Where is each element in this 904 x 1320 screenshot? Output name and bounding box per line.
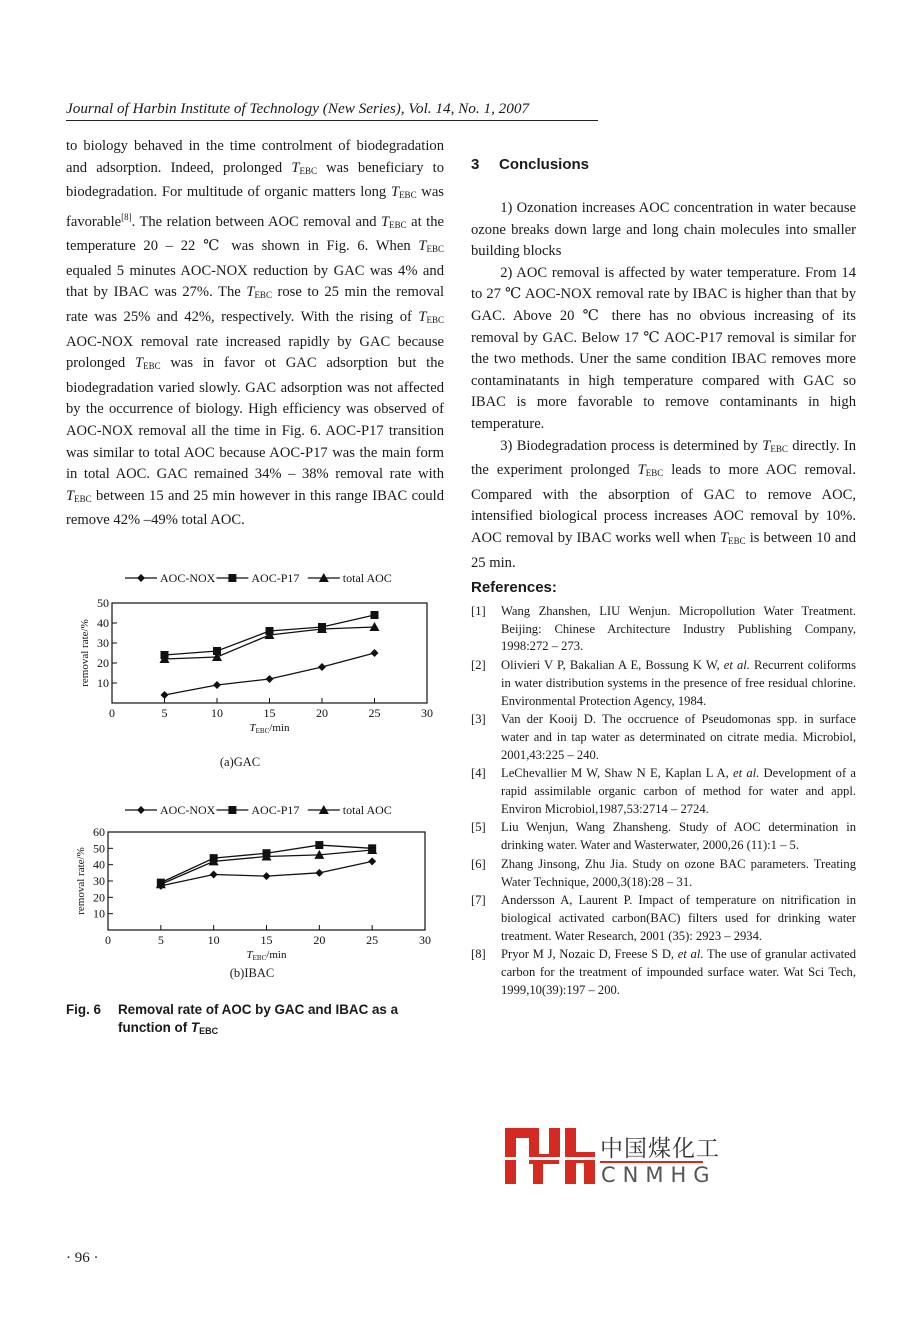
conclusions-text xyxy=(471,198,856,574)
svg-text:10: 10 xyxy=(211,706,223,720)
svg-text:0: 0 xyxy=(105,933,111,947)
svg-text:20: 20 xyxy=(316,706,328,720)
watermark-logo-icon xyxy=(505,1126,595,1188)
reference-item: [2] Olivieri V P, Bakalian A E, Bossung K W, et al. Recurrent coliforms in water distribution systems in the presence of free residual chlorine. Environmental Protection Agency, 1984. xyxy=(471,658,856,708)
svg-text:0: 0 xyxy=(109,706,115,720)
svg-text:TEBC/min: TEBC/min xyxy=(249,722,290,735)
svg-text:30: 30 xyxy=(93,874,105,888)
conclusion-item-3: 3) Biodegradation process is determined by $T_{EBC}$ directly. In the experiment prolonged $T_{EBC}$ leads to more AOC removal. Compared with the absorption of GAC to remove AOC, intensified biological process increases AOC removal by 10%. AOC removal by IBAC works well when $T_{EBC}$ is between 10 and 25 min. xyxy=(471,437,856,571)
svg-text:20: 20 xyxy=(97,656,109,670)
watermark-english-text: CNMHG xyxy=(601,1163,717,1187)
svg-text:30: 30 xyxy=(97,636,109,650)
svg-text:60: 60 xyxy=(93,825,105,839)
svg-text:10: 10 xyxy=(97,676,109,690)
running-header: Journal of Harbin Institute of Technology (New Series), Vol. 14, No. 1, 2007 xyxy=(66,100,530,117)
svg-text:10: 10 xyxy=(93,906,105,921)
figure-number: Fig. 6 xyxy=(66,1002,101,1017)
chart-b-ibac xyxy=(60,790,450,975)
svg-text:AOC-P17: AOC-P17 xyxy=(251,803,300,817)
svg-text:AOC-NOX: AOC-NOX xyxy=(160,571,216,585)
figure-caption: Fig. 6 Removal rate of AOC by GAC and IBAC as a function of $T_{EBC}$ xyxy=(66,1002,399,1036)
svg-text:20: 20 xyxy=(313,933,326,947)
svg-text:30: 30 xyxy=(421,706,433,720)
citation-8[interactable]: [8] xyxy=(121,211,132,222)
svg-text:10: 10 xyxy=(207,933,220,947)
svg-text:40: 40 xyxy=(97,616,109,630)
reference-item: [7] Andersson A, Laurent P. Impact of temperature on nitrification in biological activated carbon(BAC) filters used for drinking water treatment. Water Research, 2001 (35): 2923 – 2934. xyxy=(471,893,856,943)
svg-text:5: 5 xyxy=(161,706,168,720)
svg-text:removal rate/%: removal rate/% xyxy=(79,619,91,687)
chart-legend xyxy=(125,571,392,585)
chart-plot-area xyxy=(79,596,433,735)
section-heading-conclusions: 3 Conclusions xyxy=(471,156,590,173)
watermark-chinese-text: 中国煤化工 xyxy=(600,1136,720,1162)
svg-text:5: 5 xyxy=(157,933,164,947)
svg-text:25: 25 xyxy=(368,706,381,720)
svg-text:15: 15 xyxy=(260,933,273,947)
svg-text:total AOC: total AOC xyxy=(342,571,392,585)
reference-item: [4] LeChevallier M W, Shaw N E, Kaplan L A, et al. Development of a rapid assimilable organic carbon of method for water and appl. Environ Microbiol,1987,53:2714 – 2724. xyxy=(471,766,857,816)
header-rule xyxy=(66,120,598,121)
conclusion-item-2: 2) AOC removal is affected by water temperature. From 14 to 27 ℃ AOC-NOX removal rate by IBAC is higher than that by GAC. Above 20 ℃ there has no obvious increasing of its removal by GAC. Below 17 ℃ AOC-P17 removal is similar for the two methods. Uner the same condition IBAC removes more contaminatants in high temperature compared with GAC so IBAC is more favorable to remove contaminants in high temperature. xyxy=(471,264,856,432)
svg-text:removal rate/%: removal rate/% xyxy=(75,847,87,915)
svg-text:25: 25 xyxy=(366,933,379,947)
reference-item: [1] Wang Zhanshen, LIU Wenjun. Micropollution Water Treatment. Beijing: Chinese Architecture Industry Publishing Company, 1998:272 – 273. xyxy=(471,604,856,654)
body-paragraph: to biology behaved in the time controlment of biodegradation and adsorption. Indeed, prolonged $T_{EBC}$ was beneficiary to biodegradation. For multitude of organic matters long $T_{EBC}$ was favorable[8]. The relation between AOC removal and $T_{EBC}$ at the temperature 20 – 22 ℃ was shown in Fig. 6. When $T_{EBC}$ equaled 5 minutes AOC-NOX reduction by GAC was 4% and that by IBAC was 27%. The $T_{EBC}$ rose to 25 min the removal rate was 25% and 42%, respectively. With the rising of $T_{EBC}$ AOC-NOX removal rate increased rapidly by GAC because prolonged $T_{EBC}$ was in favor ot GAC adsorption but the biodegradation varied slowly. GAC adsorption was not affected by the occurrence of biology. High efficiency was observed of AOC-NOX removal all the time in Fig. 6. AOC-P17 transition was similar to total AOC because AOC-P17 was the main form in total AOC. GAC remained 34% – 38% removal rate with $T_{EBC}$ between 15 and 25 min however in this range IBAC could remove 42% –49% total AOC. xyxy=(66,138,444,529)
chart-a-gac xyxy=(60,565,450,765)
svg-text:40: 40 xyxy=(93,857,105,872)
svg-text:TEBC/min: TEBC/min xyxy=(246,949,287,962)
svg-text:50: 50 xyxy=(97,596,109,610)
svg-text:20: 20 xyxy=(93,890,105,905)
page-number: · 96 · xyxy=(66,1250,99,1266)
svg-text:50: 50 xyxy=(93,841,105,856)
left-column-text xyxy=(66,136,444,532)
reference-item: [8] Pryor M J, Nozaic D, Freese S D, et al. The use of granular activated carbon for the treatment of impounded surface water. Wat Sci Tech, 1999,10(39):197 – 200. xyxy=(471,947,857,997)
reference-item: [5] Liu Wenjun, Wang Zhansheng. Study of AOC determination in drinking water. Water and Wasterwater, 2000,26 (11):1 – 5. xyxy=(471,820,856,853)
reference-item: [3] Van der Kooij D. The occruence of Pseudomonas spp. in surface water and in tap water as determinated on citrate media. Microbiol, 2001,43:225 – 240. xyxy=(471,712,856,762)
references-list xyxy=(471,603,856,1000)
conclusion-item-1: 1) Ozonation increases AOC concentration in water because ozone breaks down large and long chain molecules into smaller building blocks xyxy=(471,200,856,260)
references-heading: References: xyxy=(471,579,557,596)
panel-b-label: (b)IBAC xyxy=(229,966,275,980)
svg-text:15: 15 xyxy=(263,706,276,720)
reference-item: [6] Zhang Jinsong, Zhu Jia. Study on ozone BAC parameters. Treating Water Technique, 2000,3(18):28 – 31. xyxy=(471,856,856,889)
svg-text:AOC-P17: AOC-P17 xyxy=(251,571,300,585)
panel-a-label: (a)GAC xyxy=(219,755,261,769)
svg-text:30: 30 xyxy=(419,933,431,947)
chart-legend xyxy=(125,803,392,817)
svg-text:AOC-NOX: AOC-NOX xyxy=(160,803,216,817)
chart-plot-area xyxy=(75,825,431,962)
svg-text:total AOC: total AOC xyxy=(342,803,392,817)
